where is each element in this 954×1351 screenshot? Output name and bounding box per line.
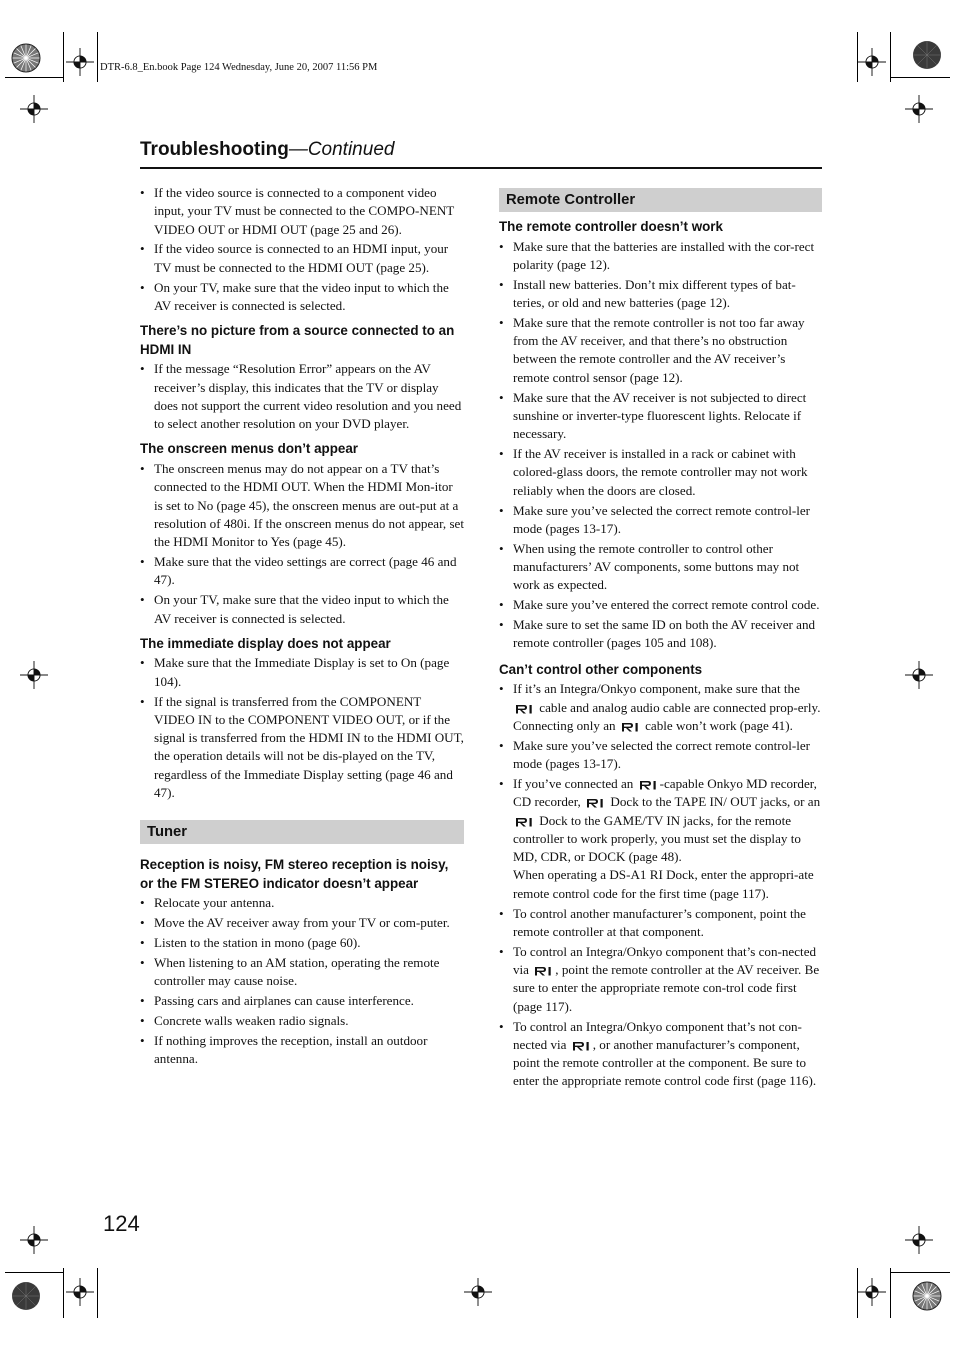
list-item: • To control an Integra/Onkyo component that’s not con-nected via , or another manufacturer’s component, point the remote controller at the component. Be sure to enter the appropriate remote control code first (page 116). <box>499 1018 822 1091</box>
ri-logo-icon <box>515 704 534 714</box>
list-item: • When using the remote controller to control other manufacturers’ AV components, some buttons may not work as expected. <box>499 540 822 595</box>
list-item: • Make sure that the video settings are correct (page 46 and 47). <box>140 553 464 590</box>
list-item: • If you’ve connected an -capable Onkyo MD recorder, CD recorder, Dock to the TAPE IN/ OUT jacks, or an Dock to the GAME/TV IN jacks, for the remote controller to work properly, you must set the display to MD, CDR, or DOCK (page 48). When operating a DS-A1 RI Dock, enter the appropri-ate remote control code for the first time (page 117). <box>499 775 822 903</box>
left-column <box>140 184 464 1070</box>
list-item: • Passing cars and airplanes can cause interference. <box>140 992 464 1010</box>
registration-mark-icon <box>20 661 48 689</box>
list-item: • If the message “Resolution Error” appears on the AV receiver’s display, this indicates that the TV or display does not support the current video resolution and you need to select another resolution on your DVD player. <box>140 360 464 433</box>
ri-logo-icon <box>639 780 658 790</box>
list-item: • If the video source is connected to an HDMI input, your TV must be connected to the HDMI OUT (page 25). <box>140 240 464 277</box>
registration-mark-icon <box>905 95 933 123</box>
list-item: • On your TV, make sure that the video input to which the AV receiver is connected is selected. <box>140 279 464 316</box>
section-bar-remote-controller: Remote Controller <box>499 188 822 212</box>
page-number: 124 <box>103 1211 140 1236</box>
section-bar-tuner: Tuner <box>140 820 464 844</box>
right-column <box>499 188 822 1092</box>
list-item: • If nothing improves the reception, install an outdoor antenna. <box>140 1032 464 1069</box>
color-disc-icon <box>912 1281 942 1311</box>
list-item: • To control an Integra/Onkyo component that’s con-nected via , point the remote controller at the AV receiver. Be sure to enter the appropriate remote con-trol code first (page 117). <box>499 943 822 1016</box>
list-item: • The onscreen menus may do not appear on a TV that’s connected to the HDMI OUT. When the HDMI Mon-itor is set to No (page 45), the onscreen menus are out-put at a resolution of 480i. If the onscreen menus do not appear, set the HDMI Monitor to Yes (page 45). <box>140 460 464 551</box>
registration-mark-icon <box>66 1278 94 1306</box>
list-item: • Install new batteries. Don’t mix different types of bat-teries, or old and new batteries (page 12). <box>499 276 822 313</box>
ri-logo-icon <box>534 966 553 976</box>
section-heading: The immediate display does not appear <box>140 635 391 651</box>
list-item: • If the AV receiver is installed in a rack or cabinet with colored-glass doors, the remote controller may not work reliably when the doors are closed. <box>499 445 822 500</box>
page-title-continued: —Continued <box>288 139 395 160</box>
registration-mark-icon <box>66 48 94 76</box>
list-item: • If the video source is connected to a component video input, your TV must be connected to the COMPO-NENT VIDEO OUT or HDMI OUT (page 25 and 26). <box>140 184 464 239</box>
list-item: • Make sure you’ve selected the correct remote control-ler mode (pages 13-17). <box>499 737 822 774</box>
list-item: • Concrete walls weaken radio signals. <box>140 1012 464 1030</box>
list-item: • Relocate your antenna. <box>140 894 464 912</box>
ri-logo-icon <box>586 798 605 808</box>
section-heading: The remote controller doesn’t work <box>499 219 723 234</box>
list-item: • Make sure to set the same ID on both the AV receiver and remote controller (pages 105 and 108). <box>499 616 822 653</box>
color-disc-icon <box>11 43 41 73</box>
registration-mark-icon <box>20 1226 48 1254</box>
list-item: • When listening to an AM station, operating the remote controller may cause noise. <box>140 954 464 991</box>
registration-mark-icon <box>858 1278 886 1306</box>
section-heading: Can’t control other components <box>499 661 703 677</box>
page-title: Troubleshooting <box>140 139 289 160</box>
color-disc-icon <box>11 1281 41 1311</box>
list-item: • Make sure that the batteries are installed with the cor-rect polarity (page 12). <box>499 238 822 275</box>
section-heading: Reception is noisy, FM stereo reception is noisy, or the FM STEREO indicator doesn’t appear <box>140 857 449 891</box>
registration-mark-icon <box>858 48 886 76</box>
registration-mark-icon <box>464 1278 492 1306</box>
list-item-note: When operating a DS-A1 RI Dock, enter the appropri-ate remote control code for the first time (page 117). <box>513 867 814 901</box>
list-item: • Make sure you’ve selected the correct remote control-ler mode (pages 13-17). <box>499 502 822 539</box>
ri-logo-icon <box>621 722 640 732</box>
page-header <box>140 139 822 169</box>
list-item: • Make sure that the Immediate Display is set to On (page 104). <box>140 654 464 691</box>
ri-logo-icon <box>572 1041 591 1051</box>
ri-logo-icon <box>515 817 534 827</box>
print-info: DTR-6.8_En.book Page 124 Wednesday, June 20, 2007 11:56 PM <box>100 62 378 73</box>
section-heading: There’s no picture from a source connected to an HDMI IN <box>140 323 455 357</box>
list-item: • To control another manufacturer’s component, point the remote controller at that component. <box>499 905 822 942</box>
list-item: • Make sure that the AV receiver is not subjected to direct sunshine or inverter-type fluorescent lights. Relocate if necessary. <box>499 389 822 444</box>
list-item: • Make sure you’ve entered the correct remote control code. <box>499 596 822 614</box>
registration-mark-icon <box>20 95 48 123</box>
list-item: • Listen to the station in mono (page 60). <box>140 934 464 952</box>
section-heading: The onscreen menus don’t appear <box>140 441 359 457</box>
color-disc-icon <box>912 40 942 70</box>
intro-list <box>140 184 464 315</box>
registration-mark-icon <box>905 1226 933 1254</box>
registration-mark-icon <box>905 661 933 689</box>
list-item: • If the signal is transferred from the COMPONENT VIDEO IN to the COMPONENT VIDEO OUT, or if the signal is transferred from the HDMI IN to the HDMI OUT, the operation details will not be dis-played on the TV, regardless of the Immediate Display setting (page 46 and 47). <box>140 693 464 803</box>
list-item: • Move the AV receiver away from your TV or com-puter. <box>140 914 464 932</box>
list-item: • Make sure that the remote controller is not too far away from the AV receiver, and that there’s no obstruction between the remote controller and the AV receiver’s remote control sensor (page 12). <box>499 314 822 387</box>
list-item: • If it’s an Integra/Onkyo component, make sure that the cable and analog audio cable are connected prop-erly. Connecting only an cable won’t work (page 41). <box>499 680 822 735</box>
list-item: • On your TV, make sure that the video input to which the AV receiver is connected is selected. <box>140 591 464 628</box>
